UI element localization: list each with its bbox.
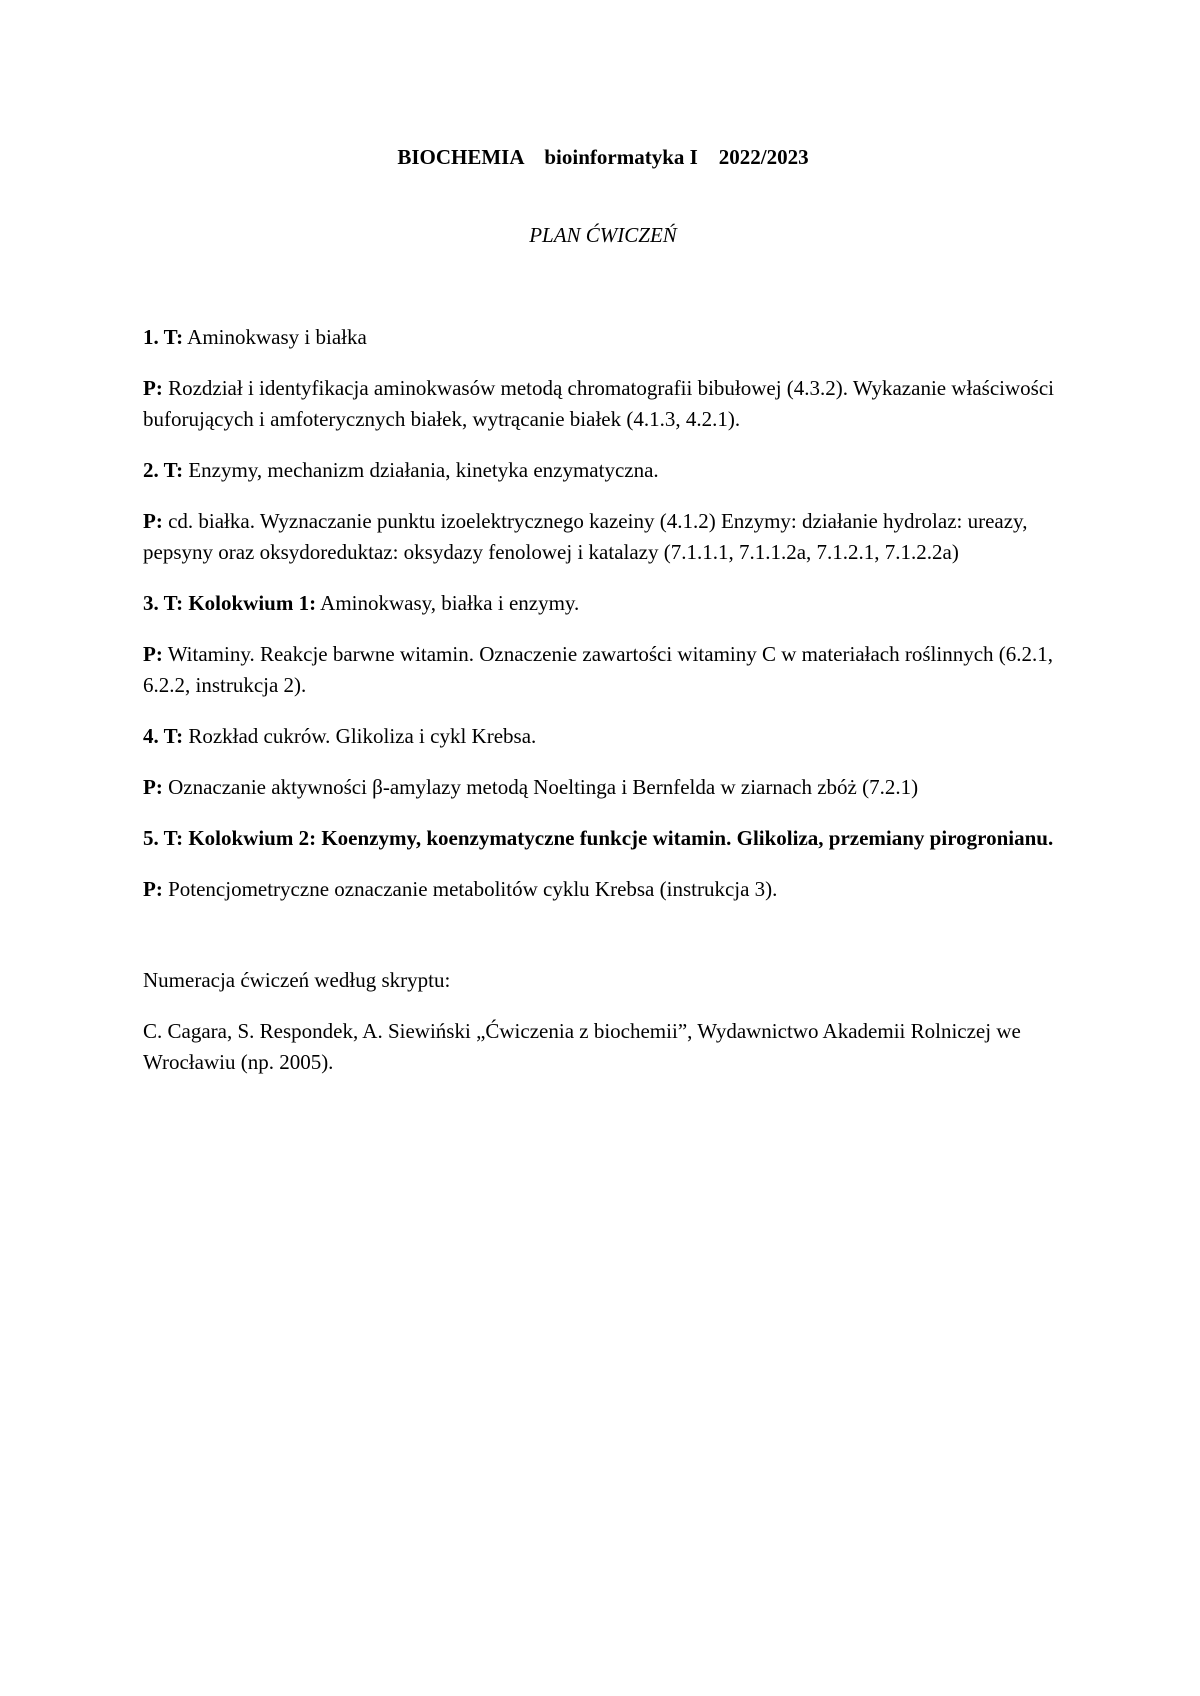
session-1-topic-text: Aminokwasy i białka [183, 325, 367, 349]
session-3-topic-bold: Kolokwium 1: [183, 591, 317, 615]
session-list [143, 322, 1063, 905]
session-5-topic-label: 5. T: [143, 826, 184, 850]
references-section [143, 965, 1063, 1078]
session-2-topic [143, 455, 1063, 486]
session-3-practical-text: Witaminy. Reakcje barwne witamin. Oznaczenie zawartości witaminy C w materiałach roślinnych (6.2.1, 6.2.2, instrukcja 2). [143, 642, 1054, 697]
session-3-topic-label: 3. T: [143, 591, 184, 615]
session-1-topic [143, 322, 1063, 353]
document-title: BIOCHEMIA bioinformatyka I 2022/2023 [397, 145, 809, 169]
references-intro: Numeracja ćwiczeń według skryptu: [143, 968, 451, 992]
session-2-practical [143, 506, 1063, 568]
session-3-topic-text: Aminokwasy, białka i enzymy. [316, 591, 580, 615]
session-4-topic [143, 721, 1063, 752]
session-2-topic-text: Enzymy, mechanizm działania, kinetyka enzymatyczna. [183, 458, 659, 482]
session-3-topic [143, 588, 1063, 619]
session-1-practical-label: P: [143, 376, 163, 400]
session-2-practical-label: P: [143, 509, 163, 533]
session-3-practical [143, 639, 1063, 701]
session-3-practical-label: P: [143, 642, 163, 666]
session-4-practical-label: P: [143, 775, 163, 799]
session-5-topic [143, 823, 1063, 854]
session-1-practical [143, 373, 1063, 435]
session-2-practical-text: cd. białka. Wyznaczanie punktu izoelektrycznego kazeiny (4.1.2) Enzymy: działanie hydrolaz: ureazy, pepsyny oraz oksydoreduktaz: oksydazy fenolowej i katalazy (7.1.1.1, 7.1.1.2a, 7.1.2.1, 7.1.2.2a) [143, 509, 1028, 564]
session-1 [143, 322, 1063, 435]
document-content [143, 142, 1063, 1098]
document-subtitle: PLAN ĆWICZEŃ [529, 223, 677, 247]
session-5-topic-bold: Kolokwium 2: Koenzymy, koenzymatyczne funkcje witamin. Glikoliza, przemiany pirogronianu. [183, 826, 1054, 850]
session-3 [143, 588, 1063, 701]
session-4 [143, 721, 1063, 803]
session-5-practical-label: P: [143, 877, 163, 901]
session-4-practical-text: Oznaczanie aktywności β-amylazy metodą Noeltinga i Bernfelda w ziarnach zbóż (7.2.1) [162, 775, 919, 799]
session-4-topic-label: 4. T: [143, 724, 184, 748]
session-1-practical-text: Rozdział i identyfikacja aminokwasów metodą chromatografii bibułowej (4.3.2). Wykazanie właściwości buforujących i amfoterycznych białek, wytrącanie białek (4.1.3, 4.2.1). [143, 376, 1054, 431]
session-2 [143, 455, 1063, 568]
session-4-topic-text: Rozkład cukrów. Glikoliza i cykl Krebsa. [183, 724, 537, 748]
session-5 [143, 823, 1063, 905]
session-4-practical [143, 772, 1063, 803]
session-1-topic-label: 1. T: [143, 325, 184, 349]
references-citation: C. Cagara, S. Respondek, A. Siewiński „Ćwiczenia z biochemii”, Wydawnictwo Akademii Rolniczej we Wrocławiu (np. 2005). [143, 1019, 1021, 1074]
session-2-topic-label: 2. T: [143, 458, 184, 482]
session-5-practical-text: Potencjometryczne oznaczanie metabolitów cyklu Krebsa (instrukcja 3). [162, 877, 778, 901]
session-5-practical [143, 874, 1063, 905]
